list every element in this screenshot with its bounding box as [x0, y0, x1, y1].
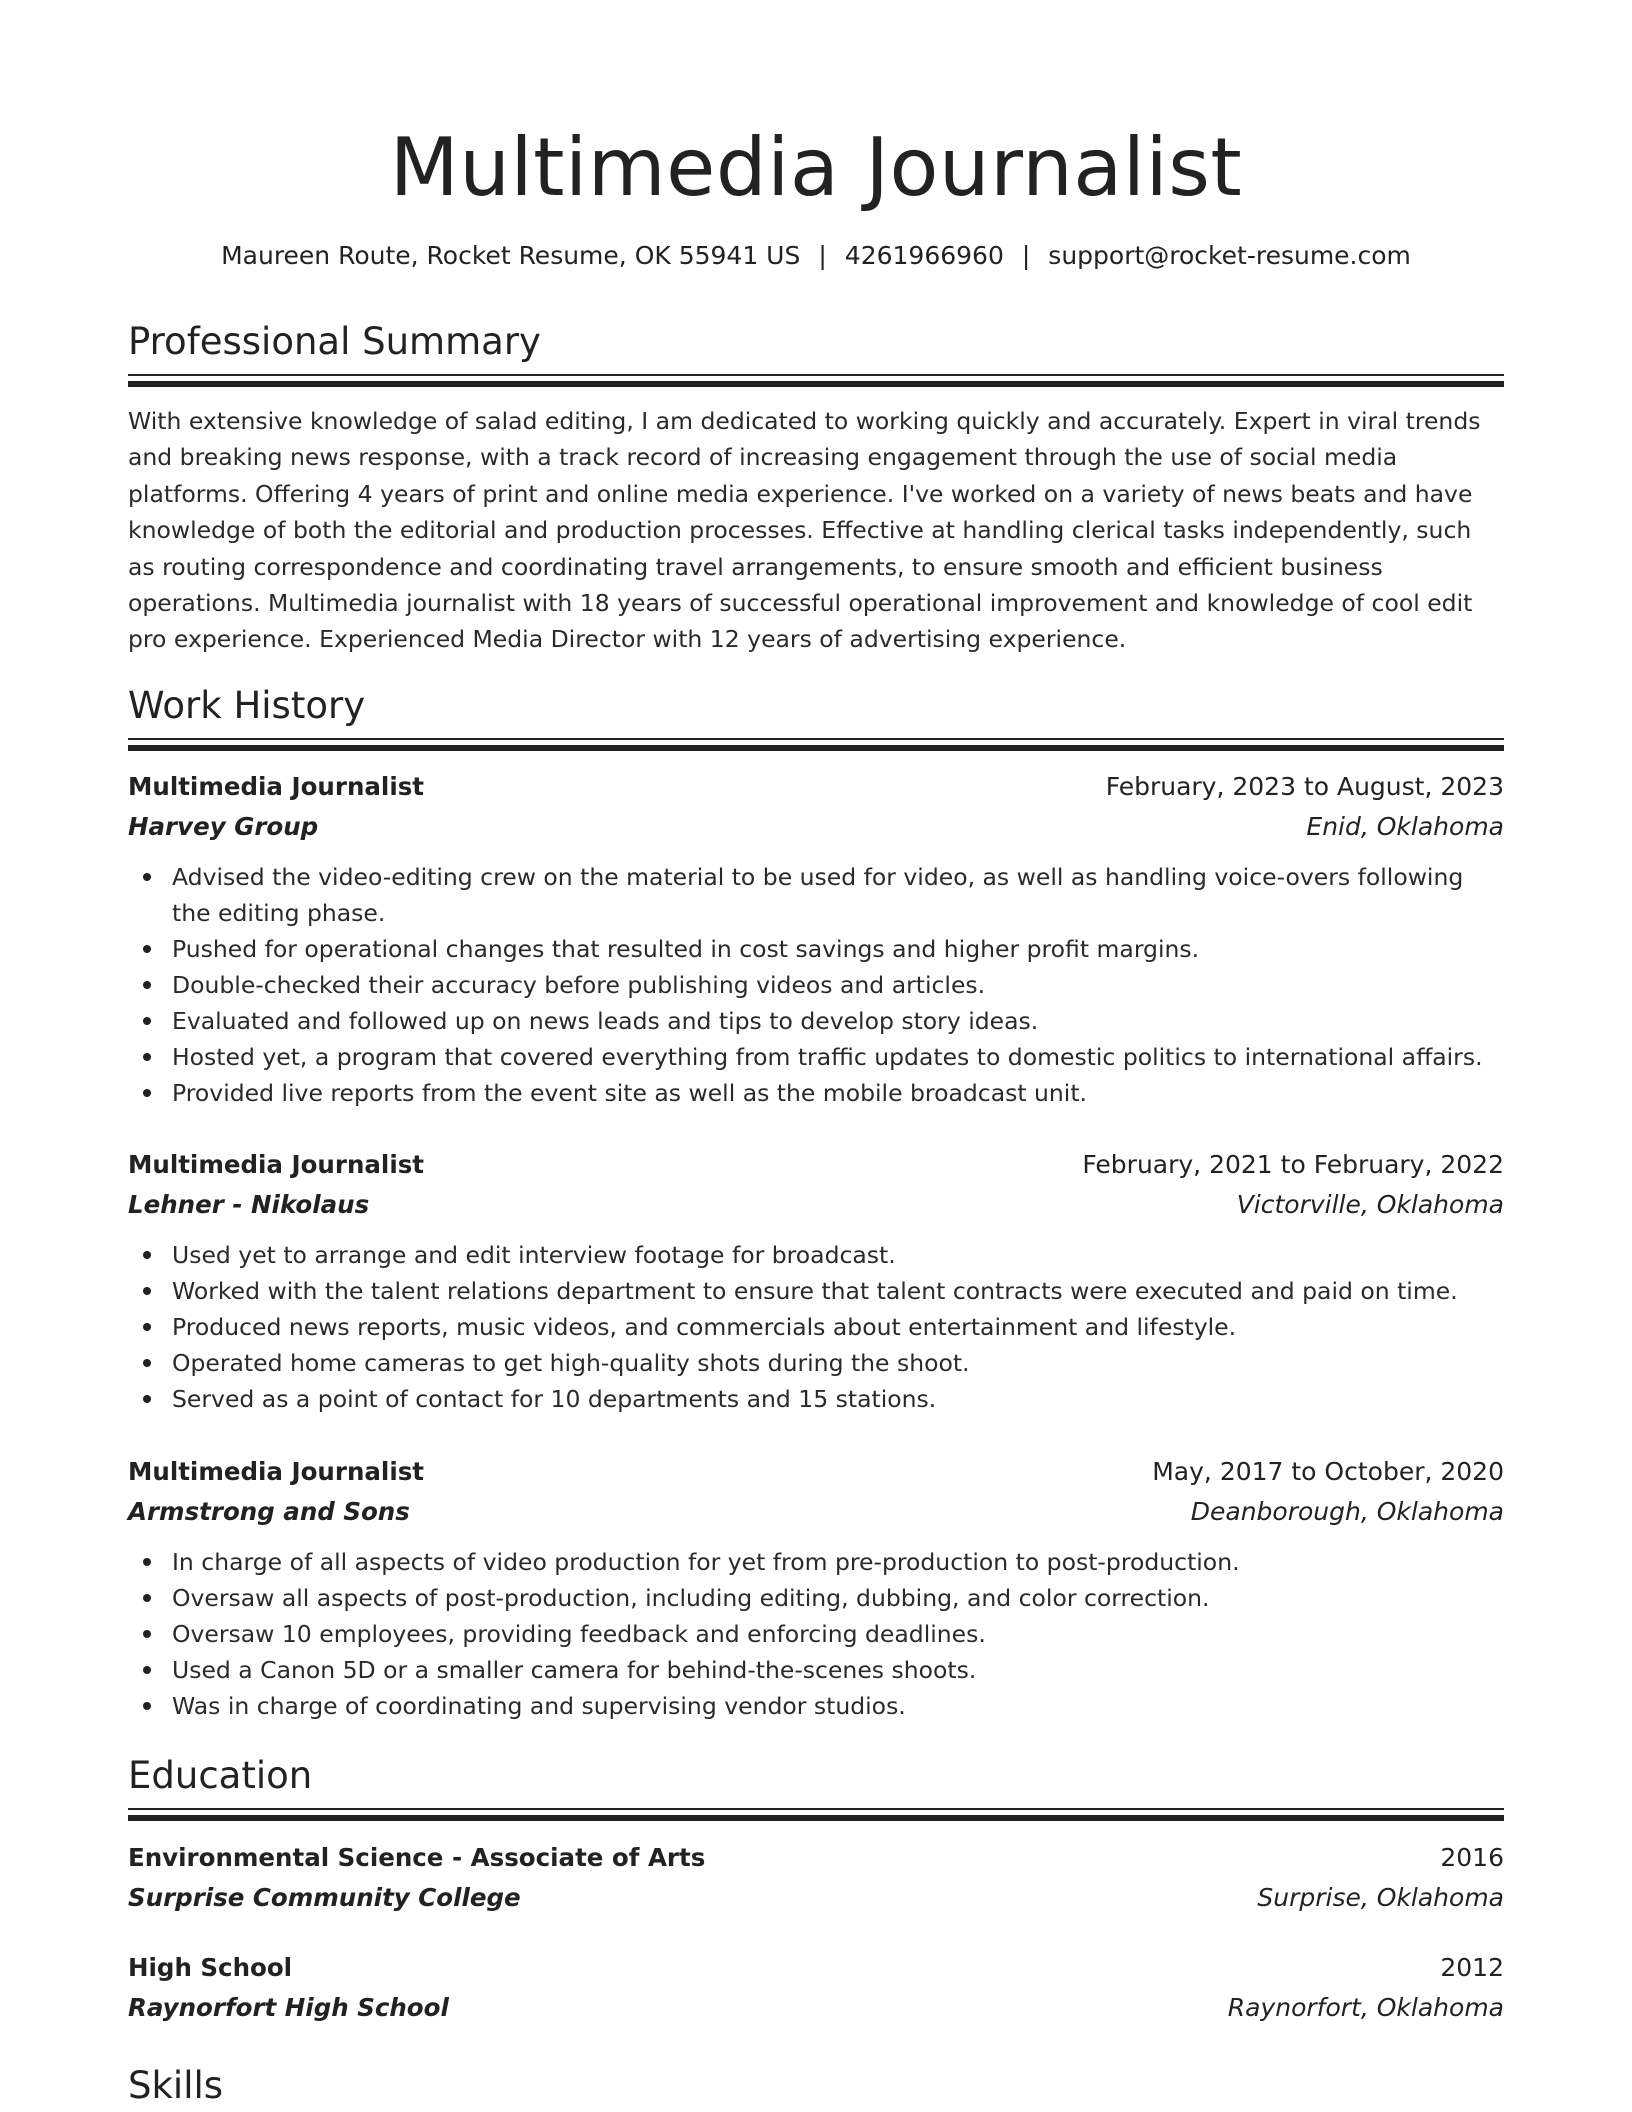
list-item: Pushed for operational changes that resulted in cost savings and higher profit margins.	[172, 931, 1504, 967]
work-entry	[128, 1145, 1504, 1417]
list-item: Provided live reports from the event site as well as the mobile broadcast unit.	[172, 1075, 1504, 1111]
list-item: Served as a point of contact for 10 departments and 15 stations.	[172, 1381, 1504, 1417]
education-school: Surprise Community College	[128, 1883, 521, 1912]
list-item: Worked with the talent relations department to ensure that talent contracts were executed and paid on time.	[172, 1273, 1504, 1309]
section-divider	[128, 1808, 1504, 1822]
list-item: Was in charge of coordinating and supervising vendor studios.	[172, 1688, 1504, 1724]
contact-email: support@rocket-resume.com	[1048, 241, 1411, 270]
contact-separator: |	[818, 241, 827, 270]
list-item: In charge of all aspects of video production for yet from pre-production to post-production.	[172, 1544, 1504, 1580]
education-year: 2012	[1440, 1953, 1504, 1982]
section-title-education: Education	[128, 1754, 313, 1797]
job-dates: February, 2023 to August, 2023	[1105, 772, 1504, 801]
list-item: Used yet to arrange and edit interview footage for broadcast.	[172, 1237, 1504, 1273]
education-entry	[128, 1948, 1504, 2028]
work-entry	[128, 1452, 1504, 1724]
section-divider	[128, 738, 1504, 752]
job-dates: February, 2021 to February, 2022	[1082, 1150, 1504, 1179]
job-bullets	[128, 1544, 1504, 1724]
work-entry	[128, 767, 1504, 1111]
section-title-work-history: Work History	[128, 684, 366, 727]
education-location: Raynorfort, Oklahoma	[1227, 1993, 1504, 2022]
education-location: Surprise, Oklahoma	[1257, 1883, 1504, 1912]
job-bullets	[128, 859, 1504, 1111]
job-company: Armstrong and Sons	[128, 1497, 410, 1526]
education-degree: Environmental Science - Associate of Arts	[128, 1843, 706, 1872]
contact-phone: 4261966960	[844, 241, 1004, 270]
education-year: 2016	[1440, 1843, 1504, 1872]
education-entry	[128, 1838, 1504, 1918]
list-item: Double-checked their accuracy before publishing videos and articles.	[172, 967, 1504, 1003]
job-location: Enid, Oklahoma	[1306, 812, 1504, 841]
section-title-skills: Skills	[128, 2064, 224, 2107]
job-company: Harvey Group	[128, 812, 319, 841]
list-item: Oversaw 10 employees, providing feedback and enforcing deadlines.	[172, 1616, 1504, 1652]
list-item: Oversaw all aspects of post-production, including editing, dubbing, and color correction.	[172, 1580, 1504, 1616]
job-company: Lehner - Nikolaus	[128, 1190, 370, 1219]
contact-line	[128, 238, 1504, 274]
education-degree: High School	[128, 1953, 293, 1982]
section-title-summary: Professional Summary	[128, 320, 541, 363]
job-title: Multimedia Journalist	[128, 1457, 425, 1486]
job-title: Multimedia Journalist	[128, 1150, 425, 1179]
list-item: Advised the video-editing crew on the material to be used for video, as well as handling voice-overs following the editing phase.	[172, 859, 1504, 931]
resume-name: Multimedia Journalist	[389, 121, 1243, 214]
list-item: Operated home cameras to get high-quality shots during the shoot.	[172, 1345, 1504, 1381]
list-item: Used a Canon 5D or a smaller camera for behind-the-scenes shoots.	[172, 1652, 1504, 1688]
list-item: Hosted yet, a program that covered everything from traffic updates to domestic politics to international affairs.	[172, 1039, 1504, 1075]
contact-separator: |	[1021, 241, 1031, 270]
job-dates: May, 2017 to October, 2020	[1152, 1457, 1504, 1486]
job-location: Victorville, Oklahoma	[1236, 1190, 1504, 1219]
list-item: Produced news reports, music videos, and commercials about entertainment and lifestyle.	[172, 1309, 1504, 1345]
job-bullets	[128, 1237, 1504, 1417]
summary-text: With extensive knowledge of salad editing, I am dedicated to working quickly and accurately. Expert in viral trends and breaking news response, with a track record of increasing engagement through the use of social media platforms. Offering 4 years of print and online media experience. I've worked on a variety of news beats and have knowledge of both the editorial and production processes. Effective at handling clerical tasks independently, such as routing correspondence and coordinating travel arrangements, to ensure smooth and efficient business operations. Multimedia journalist with 18 years of successful operational improvement and knowledge of cool edit pro experience. Experienced Media Director with 12 years of advertising experience.	[128, 407, 1481, 654]
section-divider	[128, 374, 1504, 388]
list-item: Evaluated and followed up on news leads and tips to develop story ideas.	[172, 1003, 1504, 1039]
job-title: Multimedia Journalist	[128, 772, 425, 801]
education-school: Raynorfort High School	[128, 1993, 449, 2022]
job-location: Deanborough, Oklahoma	[1190, 1497, 1504, 1526]
contact-address: Maureen Route, Rocket Resume, OK 55941 US	[221, 241, 801, 270]
